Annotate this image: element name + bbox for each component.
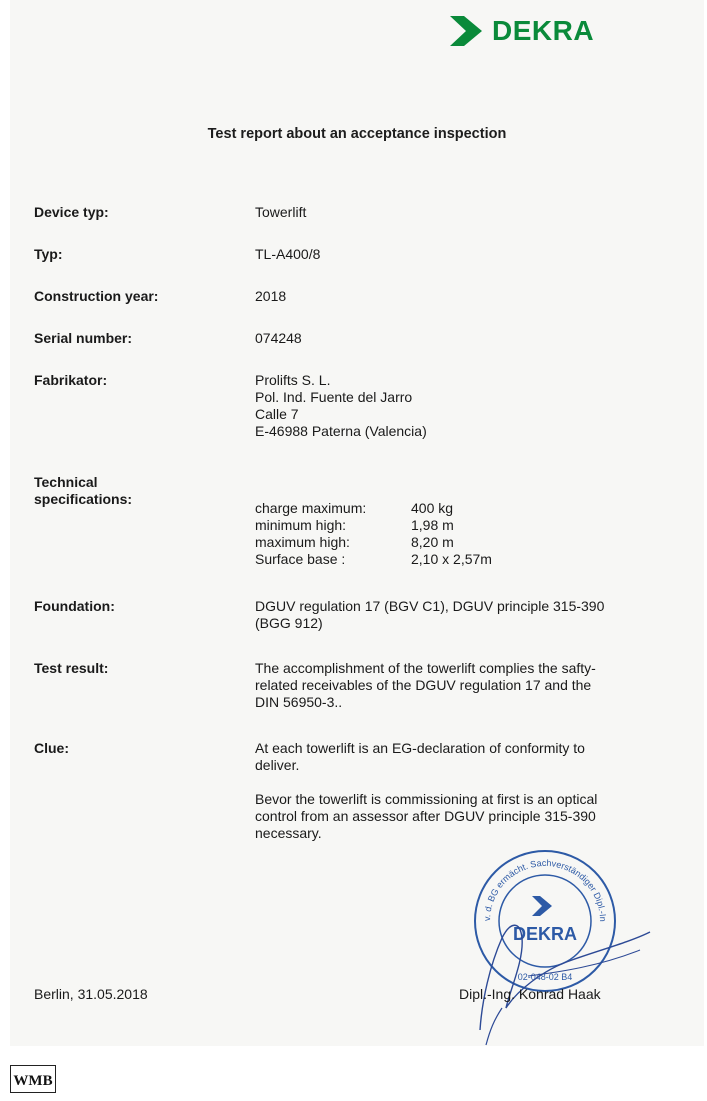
field-label: Serial number: (34, 330, 133, 346)
spec-value: 1,98 m (411, 517, 454, 533)
brand-name: DEKRA (492, 15, 595, 46)
field-label (34, 474, 234, 508)
signatory-name: Dipl.-Ing. Konrad Haak (459, 986, 601, 1002)
address-line: E-46988 Paterna (Valencia) (255, 423, 427, 439)
text-line: At each towerlift is an EG-declaration of conformity to (255, 740, 585, 756)
text-line: control from an assessor after DGUV principle 315-390 (255, 808, 596, 824)
field-value (255, 660, 705, 711)
field-label: Fabrikator: (34, 372, 108, 388)
spec-key: maximum high: (255, 534, 350, 550)
spec-row (255, 517, 492, 534)
text-line: necessary. (255, 825, 322, 841)
field-value: 2018 (255, 288, 287, 304)
spec-value: 2,10 x 2,57m (411, 551, 492, 567)
field-label: Device typ: (34, 204, 109, 220)
spec-row (255, 551, 492, 568)
field-value: 074248 (255, 330, 302, 346)
spec-value: 8,20 m (411, 534, 454, 550)
text-line: deliver. (255, 757, 300, 773)
label-line: Technical (34, 474, 98, 490)
spec-row (255, 534, 492, 551)
spec-value: 400 kg (411, 500, 454, 516)
fabricator-address (255, 372, 705, 440)
handwritten-signature (450, 880, 670, 1050)
spec-table (255, 500, 492, 568)
text-line: DIN 56950-3.. (255, 694, 343, 710)
field-value: Towerlift (255, 204, 307, 220)
spec-key: charge maximum: (255, 500, 367, 516)
field-label: Typ: (34, 246, 63, 262)
field-value (255, 740, 705, 842)
stamp-inner-text: DEKRA (512, 924, 578, 944)
dekra-logo (448, 14, 594, 48)
stamp-number: 02-048-02 B4 (517, 972, 573, 982)
spec-key: minimum high: (255, 517, 347, 533)
label-line: specifications: (34, 491, 133, 507)
spec-list (255, 500, 705, 568)
text-line: Bevor the towerlift is commissioning at first is an optical (255, 791, 598, 807)
page-title: Test report about an acceptance inspection (207, 126, 507, 142)
publisher-logo-text: WMB (13, 1073, 53, 1089)
text-line: DGUV regulation 17 (BGV C1), DGUV principle 315-390 (255, 598, 605, 614)
publisher-logo (10, 1065, 56, 1093)
dekra-arrow-icon (448, 14, 484, 48)
field-label: Foundation: (34, 598, 115, 614)
address-line: Pol. Ind. Fuente del Jarro (255, 389, 413, 405)
document-page (10, 0, 704, 1046)
text-line: related receivables of the DGUV regulation 17 and the (255, 677, 592, 693)
text-line: (BGG 912) (255, 615, 323, 631)
spec-key: Surface base : (255, 551, 346, 567)
stamp-outer-text: v. d. BG ermächt. Sachverständiger Dipl.-In (481, 857, 609, 922)
field-label: Test result: (34, 660, 109, 676)
field-value (255, 598, 705, 632)
spec-row (255, 500, 492, 517)
field-label: Clue: (34, 740, 69, 756)
address-line: Calle 7 (255, 406, 299, 422)
place-date: Berlin, 31.05.2018 (34, 986, 148, 1002)
field-value: TL-A400/8 (255, 246, 321, 262)
field-label: Construction year: (34, 288, 159, 304)
text-line: The accomplishment of the towerlift complies the safty- (255, 660, 596, 676)
address-line: Prolifts S. L. (255, 372, 331, 388)
